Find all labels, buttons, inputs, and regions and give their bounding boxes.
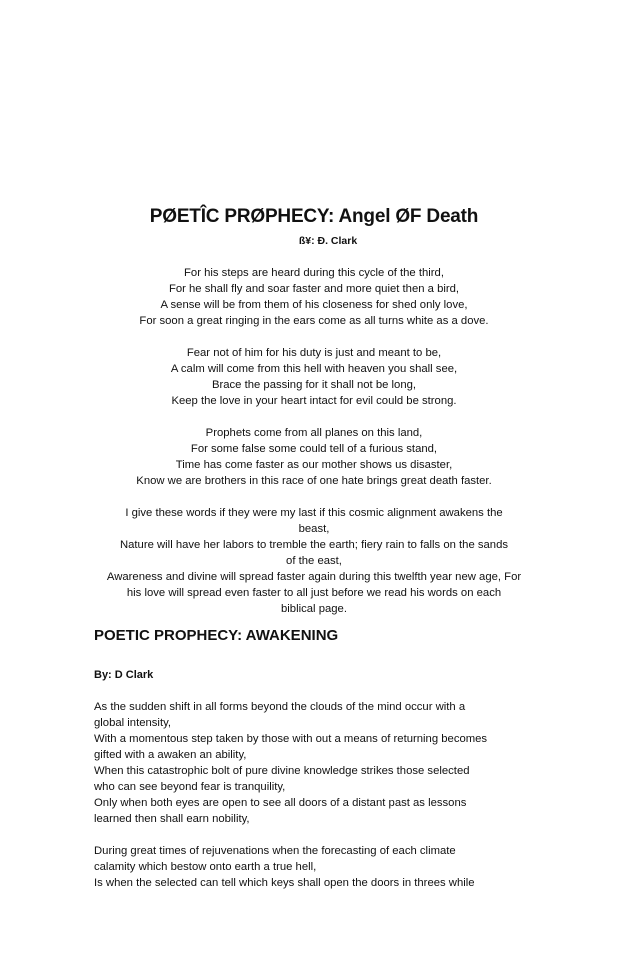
poem-title: POETIC PROPHECY: AWAKENING [94,627,339,644]
poem-line: A calm will come from this hell with heaven you shall see, [170,363,458,375]
poem-line: As the sudden shift in all forms beyond the clouds of the mind occur with a [94,701,466,713]
poem-line: who can see beyond fear is tranquility, [94,781,286,793]
poem-line: Prophets come from all planes on this land, [205,427,423,439]
poem-line: Keep the love in your heart intact for evil could be strong. [171,395,457,407]
poem-line: gifted with a awaken an ability, [94,749,247,761]
poem-line: With a momentous step taken by those with out a means of returning becomes [94,733,488,745]
poem-line: For some false some could tell of a furious stand, [190,443,438,455]
paragraph-1 [94,699,524,827]
poem-line: During great times of rejuvenations when the forecasting of each climate [94,845,456,857]
poem-line: learned then shall earn nobility, [94,813,250,825]
poem-title: PØETÎC PRØPHECY: Angel ØF Death [149,206,479,227]
poem-line: Is when the selected can tell which keys shall open the doors in threes while [94,877,475,889]
poem-line: biblical page. [281,603,347,615]
paragraph-2 [94,843,524,891]
poem-line: For soon a great ringing in the ears come as all turns white as a dove. [139,315,489,327]
poem-line: global intensity, [94,717,172,729]
poem-line: I give these words if they were my last if this cosmic alignment awakens the [125,507,503,519]
stanza-4 [86,505,542,617]
poem-line: Only when both eyes are open to see all doors of a distant past as lessons [94,797,467,809]
poem-line: calamity which bestow onto earth a true hell, [94,861,317,873]
poem-line: Time has come faster as our mother shows us disaster, [175,459,453,471]
poem-line: Awareness and divine will spread faster again during this twelfth year new age, For [106,571,522,583]
poem-awakening [94,626,524,891]
poem-line: Nature will have her labors to tremble the earth; fiery rain to falls on the sands [119,539,509,551]
poem-author: ß¥: Ð. Clark [298,235,358,247]
stanza-1 [90,265,538,329]
poem-line: his love will spread even faster to all just before we read his words on each [126,587,502,599]
poem-line: of the east, [286,555,342,567]
poem-line: For his steps are heard during this cycle of the third, [184,267,444,279]
poem-line: For he shall fly and soar faster and more quiet then a bird, [168,283,460,295]
poem-angel-of-death [90,205,538,617]
poem-line: When this catastrophic bolt of pure divine knowledge strikes those selected [94,765,470,777]
stanza-3 [90,425,538,489]
stanza-2 [90,345,538,409]
poem-author: By: D Clark [94,669,154,681]
poem-line: Know we are brothers in this race of one hate brings great death faster. [136,475,492,487]
poem-line: Brace the passing for it shall not be long, [211,379,417,391]
poem-line: A sense will be from them of his closeness for shed only love, [160,299,468,311]
poem-line: beast, [298,523,330,535]
poem-line: Fear not of him for his duty is just and meant to be, [186,347,442,359]
